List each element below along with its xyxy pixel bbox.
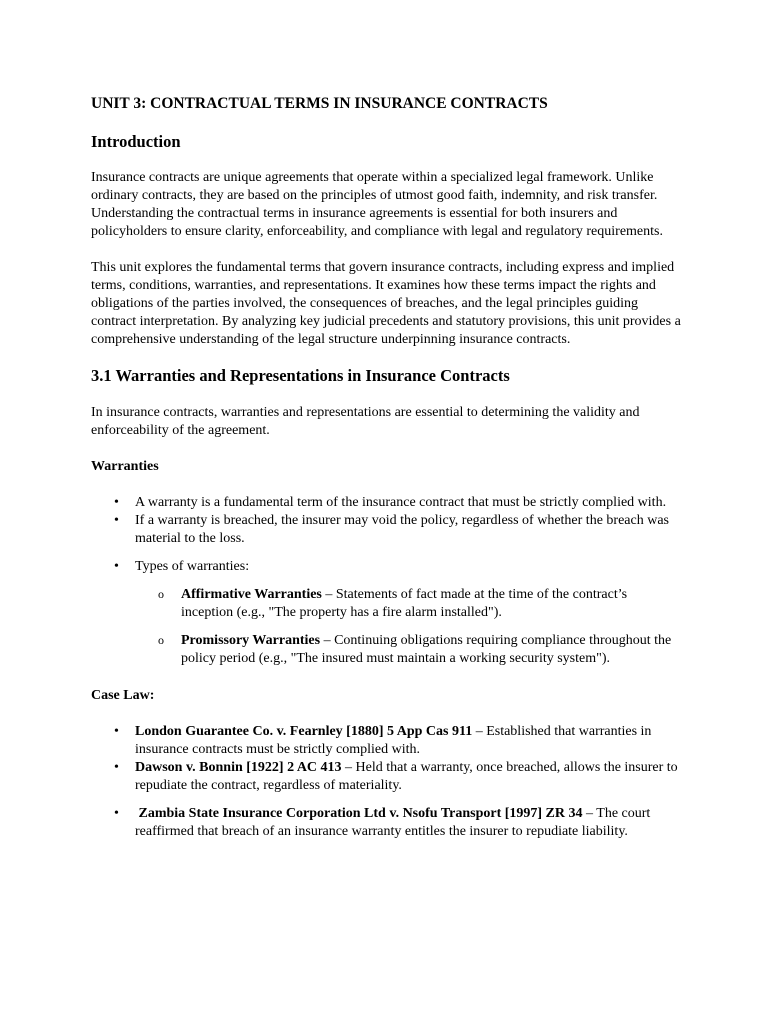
unit-title: UNIT 3: CONTRACTUAL TERMS IN INSURANCE CONTRACTS (91, 95, 548, 112)
section-3-1-heading: 3.1 Warranties and Representations in Insurance Contracts (91, 366, 510, 385)
list-item (91, 723, 681, 759)
affirmative-warranties-term: Affirmative Warranties (181, 587, 322, 602)
affirmative-warranties-text: – Statements of fact made at the time of the contract’s inception (e.g., "The property has a fire alarm installed"). (181, 587, 628, 620)
list-item (91, 632, 681, 668)
case-law-list (91, 723, 681, 841)
warranties-list (91, 494, 681, 576)
list-item: • Types of warranties: (91, 558, 681, 576)
list-item (91, 805, 681, 841)
introduction-heading: Introduction (91, 132, 181, 151)
case-summary: – Held that a warranty, once breached, allows the insurer to repudiate the contract, regardless of materiality. (135, 760, 678, 793)
case-citation: Zambia State Insurance Corporation Ltd v. Nsofu Transport [1997] ZR 34 (135, 806, 583, 821)
case-summary: – Established that warranties in insurance contracts must be strictly complied with. (135, 724, 652, 757)
section-3-1-intro: In insurance contracts, warranties and representations are essential to determining the validity and enforceability of the agreement. (91, 405, 640, 438)
intro-paragraph-2: This unit explores the fundamental terms that govern insurance contracts, including express and implied terms, conditions, warranties, and representations. It examines how these terms impact the rights and obligations of the parties involved, the consequences of breaches, and the legal principles guiding contract interpretation. By analyzing key judicial precedents and statutory provisions, this unit provides a comprehensive understanding of the legal structure underpinning insurance contracts. (91, 260, 681, 347)
case-law-heading: Case Law: (91, 688, 155, 703)
document-content (91, 94, 681, 841)
promissory-warranties-term: Promissory Warranties (181, 633, 321, 648)
case-citation: Dawson v. Bonnin [1922] 2 AC 413 (135, 760, 342, 775)
intro-paragraph-1: Insurance contracts are unique agreements that operate within a specialized legal framework. Unlike ordinary contracts, they are based on the principles of utmost good faith, indemnity, and risk transfer. Understanding the contractual terms in insurance agreements is essential for both insurers and policyholders to ensure clarity, enforceability, and compliance with legal and regulatory requirements. (91, 170, 663, 239)
list-item (91, 759, 681, 795)
warranty-types-list (91, 586, 681, 668)
list-item (91, 586, 681, 622)
warranties-heading: Warranties (91, 459, 159, 474)
promissory-warranties-text: – Continuing obligations requiring compliance throughout the policy period (e.g., "The insured must maintain a working security system"). (181, 633, 672, 666)
list-item: • If a warranty is breached, the insurer may void the policy, regardless of whether the breach was material to the loss. (91, 512, 681, 548)
case-summary: – The court reaffirmed that breach of an insurance warranty entitles the insurer to repudiate liability. (135, 806, 651, 839)
case-citation: London Guarantee Co. v. Fearnley [1880] 5 App Cas 911 (135, 724, 473, 739)
list-item: • A warranty is a fundamental term of the insurance contract that must be strictly complied with. (91, 494, 681, 512)
